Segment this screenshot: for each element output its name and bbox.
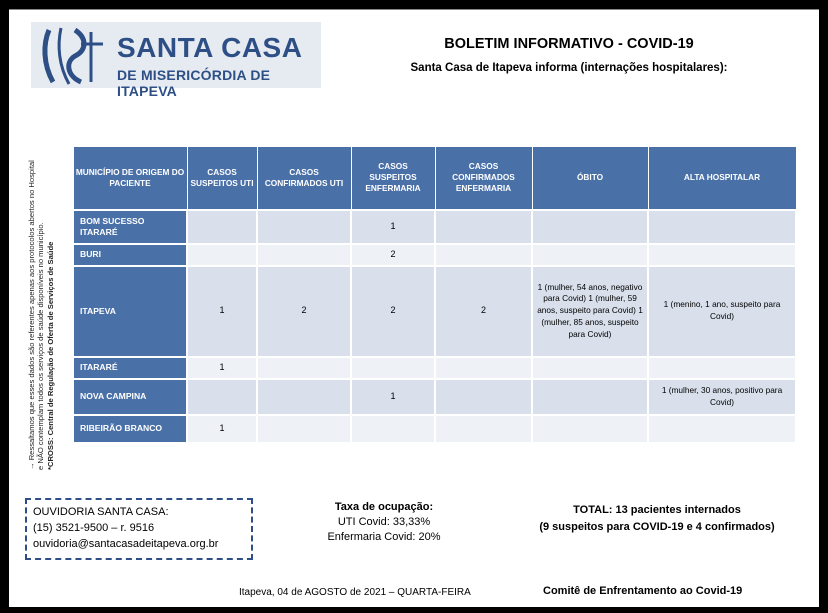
cell-alta	[648, 415, 796, 443]
cell-suspeitos-enfermaria	[351, 357, 435, 379]
col-header-obito: ÓBITO	[532, 147, 648, 210]
col-header-suspeitos-enfermaria: CASOS SUSPEITOS ENFERMARIA	[351, 147, 435, 210]
table-row	[73, 415, 796, 443]
cell-confirmados-uti	[257, 244, 351, 266]
cell-municipio: ITAPEVA	[73, 266, 187, 357]
footer-committee: Comitê de Enfrentamento ao Covid-19	[543, 585, 743, 597]
total-line: TOTAL: 13 pacientes internados	[573, 504, 741, 516]
disclaimer-line-1: → Ressaltamos que esses dados são referentes apenas aos protocolos abertos no Hospital	[27, 160, 36, 470]
ouvidoria-label: OUVIDORIA SANTA CASA:	[33, 506, 169, 518]
col-header-suspeitos-uti: CASOS SUSPEITOS UTI	[187, 147, 257, 210]
cell-suspeitos-uti	[187, 379, 257, 415]
cell-confirmados-enfermaria	[435, 244, 532, 266]
cell-suspeitos-enfermaria	[351, 415, 435, 443]
cell-confirmados-enfermaria	[435, 357, 532, 379]
cell-municipio: NOVA CAMPINA	[73, 379, 187, 415]
cell-confirmados-uti: 2	[257, 266, 351, 357]
table-row	[73, 210, 796, 244]
table-header-row	[73, 147, 796, 210]
occupancy-uti: UTI Covid: 33,33%	[337, 516, 431, 528]
cell-municipio: BURI	[73, 244, 187, 266]
santa-casa-logo	[31, 22, 321, 99]
table-row	[73, 266, 796, 357]
ouvidoria-email: ouvidoria@santacasadeitapeva.org.br	[33, 538, 219, 550]
total-summary	[517, 502, 797, 536]
cell-confirmados-uti	[257, 210, 351, 244]
cell-confirmados-enfermaria: 2	[435, 266, 532, 357]
table-row	[73, 379, 796, 415]
disclaimer-line-2: e NÃO contemplam todos os serviços de saúde disponíveis no município.	[36, 222, 46, 470]
cell-confirmados-uti	[257, 379, 351, 415]
cross-footnote: *CROSS: Central de Regulação de Oferta de Serviços de Saúde	[45, 241, 55, 470]
occupancy-enfermaria: Enfermaria Covid: 20%	[327, 531, 441, 543]
col-header-confirmados-uti: CASOS CONFIRMADOS UTI	[257, 147, 351, 210]
cell-suspeitos-uti: 1	[187, 415, 257, 443]
occupancy-rate	[299, 500, 469, 545]
cell-municipio: BOM SUCESSO ITARARÉ	[73, 210, 187, 244]
cell-municipio: ITARARÉ	[73, 357, 187, 379]
page-title: BOLETIM INFORMATIVO - COVID-19	[444, 36, 694, 52]
cell-suspeitos-enfermaria: 2	[351, 244, 435, 266]
col-header-municipio: MUNICÍPIO DE ORIGEM DO PACIENTE	[73, 147, 187, 210]
cell-suspeitos-uti	[187, 210, 257, 244]
cell-suspeitos-enfermaria: 1	[351, 379, 435, 415]
cell-obito	[532, 415, 648, 443]
cell-alta	[648, 210, 796, 244]
cell-alta: 1 (menino, 1 ano, suspeito para Covid)	[648, 266, 796, 357]
cell-obito	[532, 210, 648, 244]
cell-confirmados-enfermaria	[435, 415, 532, 443]
ouvidoria-contact-box	[25, 498, 253, 560]
hospital-emblem-icon	[35, 24, 115, 88]
cell-confirmados-uti	[257, 357, 351, 379]
col-header-confirmados-enfermaria: CASOS CONFIRMADOS ENFERMARIA	[435, 147, 532, 210]
hospitalization-table	[72, 146, 797, 444]
cell-obito	[532, 244, 648, 266]
cell-suspeitos-uti: 1	[187, 357, 257, 379]
occupancy-title: Taxa de ocupação:	[334, 501, 434, 513]
logo-name: SANTA CASA	[117, 32, 303, 63]
ouvidoria-phone: (15) 3521-9500 – r. 9516	[33, 522, 155, 534]
total-breakdown: (9 suspeitos para COVID-19 e 4 confirmados)	[539, 521, 775, 533]
col-header-alta: ALTA HOSPITALAR	[648, 147, 796, 210]
cell-alta	[648, 244, 796, 266]
cell-alta: 1 (mulher, 30 anos, positivo para Covid)	[648, 379, 796, 415]
page-subtitle: Santa Casa de Itapeva informa (internações hospitalares):	[410, 62, 728, 74]
cell-suspeitos-uti: 1	[187, 266, 257, 357]
bulletin-page	[9, 9, 819, 607]
cell-obito	[532, 379, 648, 415]
cell-confirmados-enfermaria	[435, 210, 532, 244]
logo-subname: DE MISERICÓRDIA DE ITAPEVA	[117, 67, 271, 99]
cell-confirmados-uti	[257, 415, 351, 443]
cell-obito	[532, 357, 648, 379]
cell-suspeitos-enfermaria: 1	[351, 210, 435, 244]
side-disclaimer	[27, 140, 55, 470]
footer-date: Itapeva, 04 de AGOSTO de 2021 – QUARTA-FEIRA	[239, 587, 471, 598]
table-row	[73, 357, 796, 379]
cell-confirmados-enfermaria	[435, 379, 532, 415]
table-row	[73, 244, 796, 266]
cell-alta	[648, 357, 796, 379]
cell-municipio: RIBEIRÃO BRANCO	[73, 415, 187, 443]
cell-suspeitos-uti	[187, 244, 257, 266]
cell-suspeitos-enfermaria: 2	[351, 266, 435, 357]
cell-obito: 1 (mulher, 54 anos, negativo para Covid) 1 (mulher, 59 anos, suspeito para Covid) 1 (mulher, 85 anos, suspeito para Covid)	[532, 266, 648, 357]
